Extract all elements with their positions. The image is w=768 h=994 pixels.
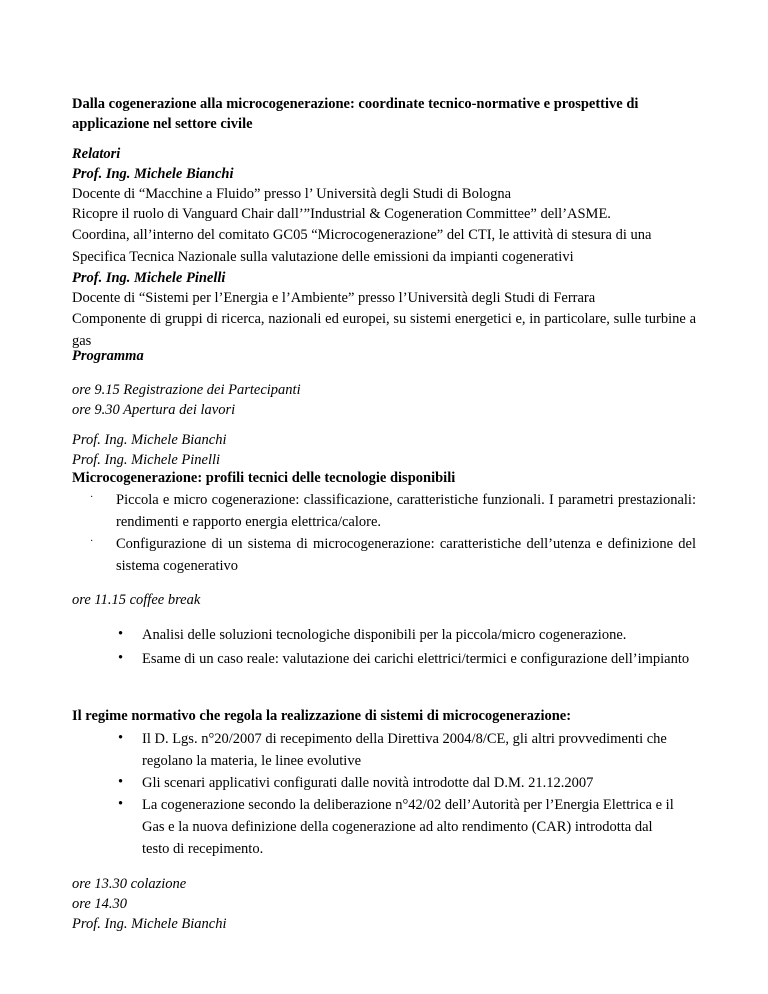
list-item: [118, 772, 678, 794]
list-item: [118, 728, 678, 772]
relatori-section: [72, 144, 696, 352]
section1-heading: Microcogenerazione: profili tecnici delle tecnologie disponibili: [72, 470, 456, 486]
speaker2-name: Prof. Ing. Michele Pinelli: [72, 270, 226, 286]
programma-heading: Programma: [72, 348, 144, 364]
bullet-dot: •: [118, 730, 124, 746]
section1b-list: [118, 624, 696, 692]
section2-heading: Il regime normativo che regola la realizzazione di sistemi di microcogenerazione:: [72, 708, 572, 724]
schedule-registration: ore 9.15 Registrazione dei Partecipanti: [72, 382, 301, 398]
presenter-pinelli: Prof. Ing. Michele Pinelli: [72, 452, 221, 468]
list-item: [118, 794, 678, 860]
list-item: [118, 648, 696, 692]
schedule-lunch: ore 13.30 colazione: [72, 876, 187, 892]
section2-list: [118, 728, 678, 860]
relatori-heading: Relatori: [72, 146, 121, 162]
schedule-coffee: ore 11.15 coffee break: [72, 592, 201, 608]
presenters-1: [72, 430, 696, 470]
speaker1-line1: Docente di “Macchine a Fluido” presso l’ Università degli Studi di Bologna: [72, 186, 512, 202]
list-item-text: La cogenerazione secondo la deliberazione n°42/02 dell’Autorità per l’Energia Elettrica e il Gas e la nuova definizione della cogenerazione ad alto rendimento (CAR) introdotta dal testo di recepimento.: [142, 797, 674, 857]
list-item-text: Gli scenari applicativi configurati dalle novità introdotte dal D.M. 21.12.2007: [142, 775, 594, 791]
presenter-last: Prof. Ing. Michele Bianchi: [72, 916, 227, 932]
bullet-dot: ·: [90, 492, 94, 503]
speaker2-line1: Docente di “Sistemi per l’Energia e l’Ambiente” presso l’Università degli Studi di Ferrara: [72, 290, 596, 306]
list-item-text: Analisi delle soluzioni tecnologiche disponibili per la piccola/micro cogenerazione.: [142, 627, 627, 643]
schedule-opening: ore 9.30 Apertura dei lavori: [72, 402, 236, 418]
schedule-afternoon: [72, 874, 696, 934]
list-item-text: Il D. Lgs. n°20/2007 di recepimento della Direttiva 2004/8/CE, gli altri provvedimenti che regolano la materia, le linee evolutive: [142, 731, 667, 769]
speaker2-line2: Componente di gruppi di ricerca, nazionali ed europei, su sistemi energetici e, in particolare, sulle turbine a gas: [72, 311, 696, 349]
bullet-dot: •: [118, 626, 124, 642]
list-item-text: Configurazione di un sistema di microcogenerazione: caratteristiche dell’utenza e definizione del sistema cogenerativo: [116, 536, 696, 574]
list-item: [90, 489, 696, 533]
list-item: [118, 624, 696, 648]
speaker1-name: Prof. Ing. Michele Bianchi: [72, 166, 234, 182]
presenter-bianchi: Prof. Ing. Michele Bianchi: [72, 432, 227, 448]
list-item-text: Esame di un caso reale: valutazione dei carichi elettrici/termici e configurazione dell’impianto: [142, 651, 690, 667]
bullet-dot: •: [118, 774, 124, 790]
bullet-dot: ·: [90, 536, 94, 547]
section1-list: [90, 489, 696, 577]
list-item-text: Piccola e micro cogenerazione: classificazione, caratteristiche funzionali. I parametri prestazionali: rendimenti e rapporto energia elettrica/calore.: [116, 492, 696, 530]
schedule-morning: [72, 380, 696, 420]
list-item: [90, 533, 696, 577]
speaker1-line3: Coordina, all’interno del comitato GC05 “Microcogenerazione” del CTI, le attività di stesura di una Specifica Tecnica Nazionale sulla valutazione delle emissioni da impianti cogenerativi: [72, 227, 652, 265]
bullet-dot: •: [118, 796, 124, 812]
speaker1-line2: Ricopre il ruolo di Vanguard Chair dall’”Industrial & Cogeneration Committee” dell’ASME.: [72, 206, 611, 222]
schedule-1430: ore 14.30: [72, 896, 128, 912]
document-title: Dalla cogenerazione alla microcogenerazione: coordinate tecnico-normative e prospettive di applicazione nel settore civile: [72, 96, 639, 132]
bullet-dot: •: [118, 650, 124, 666]
